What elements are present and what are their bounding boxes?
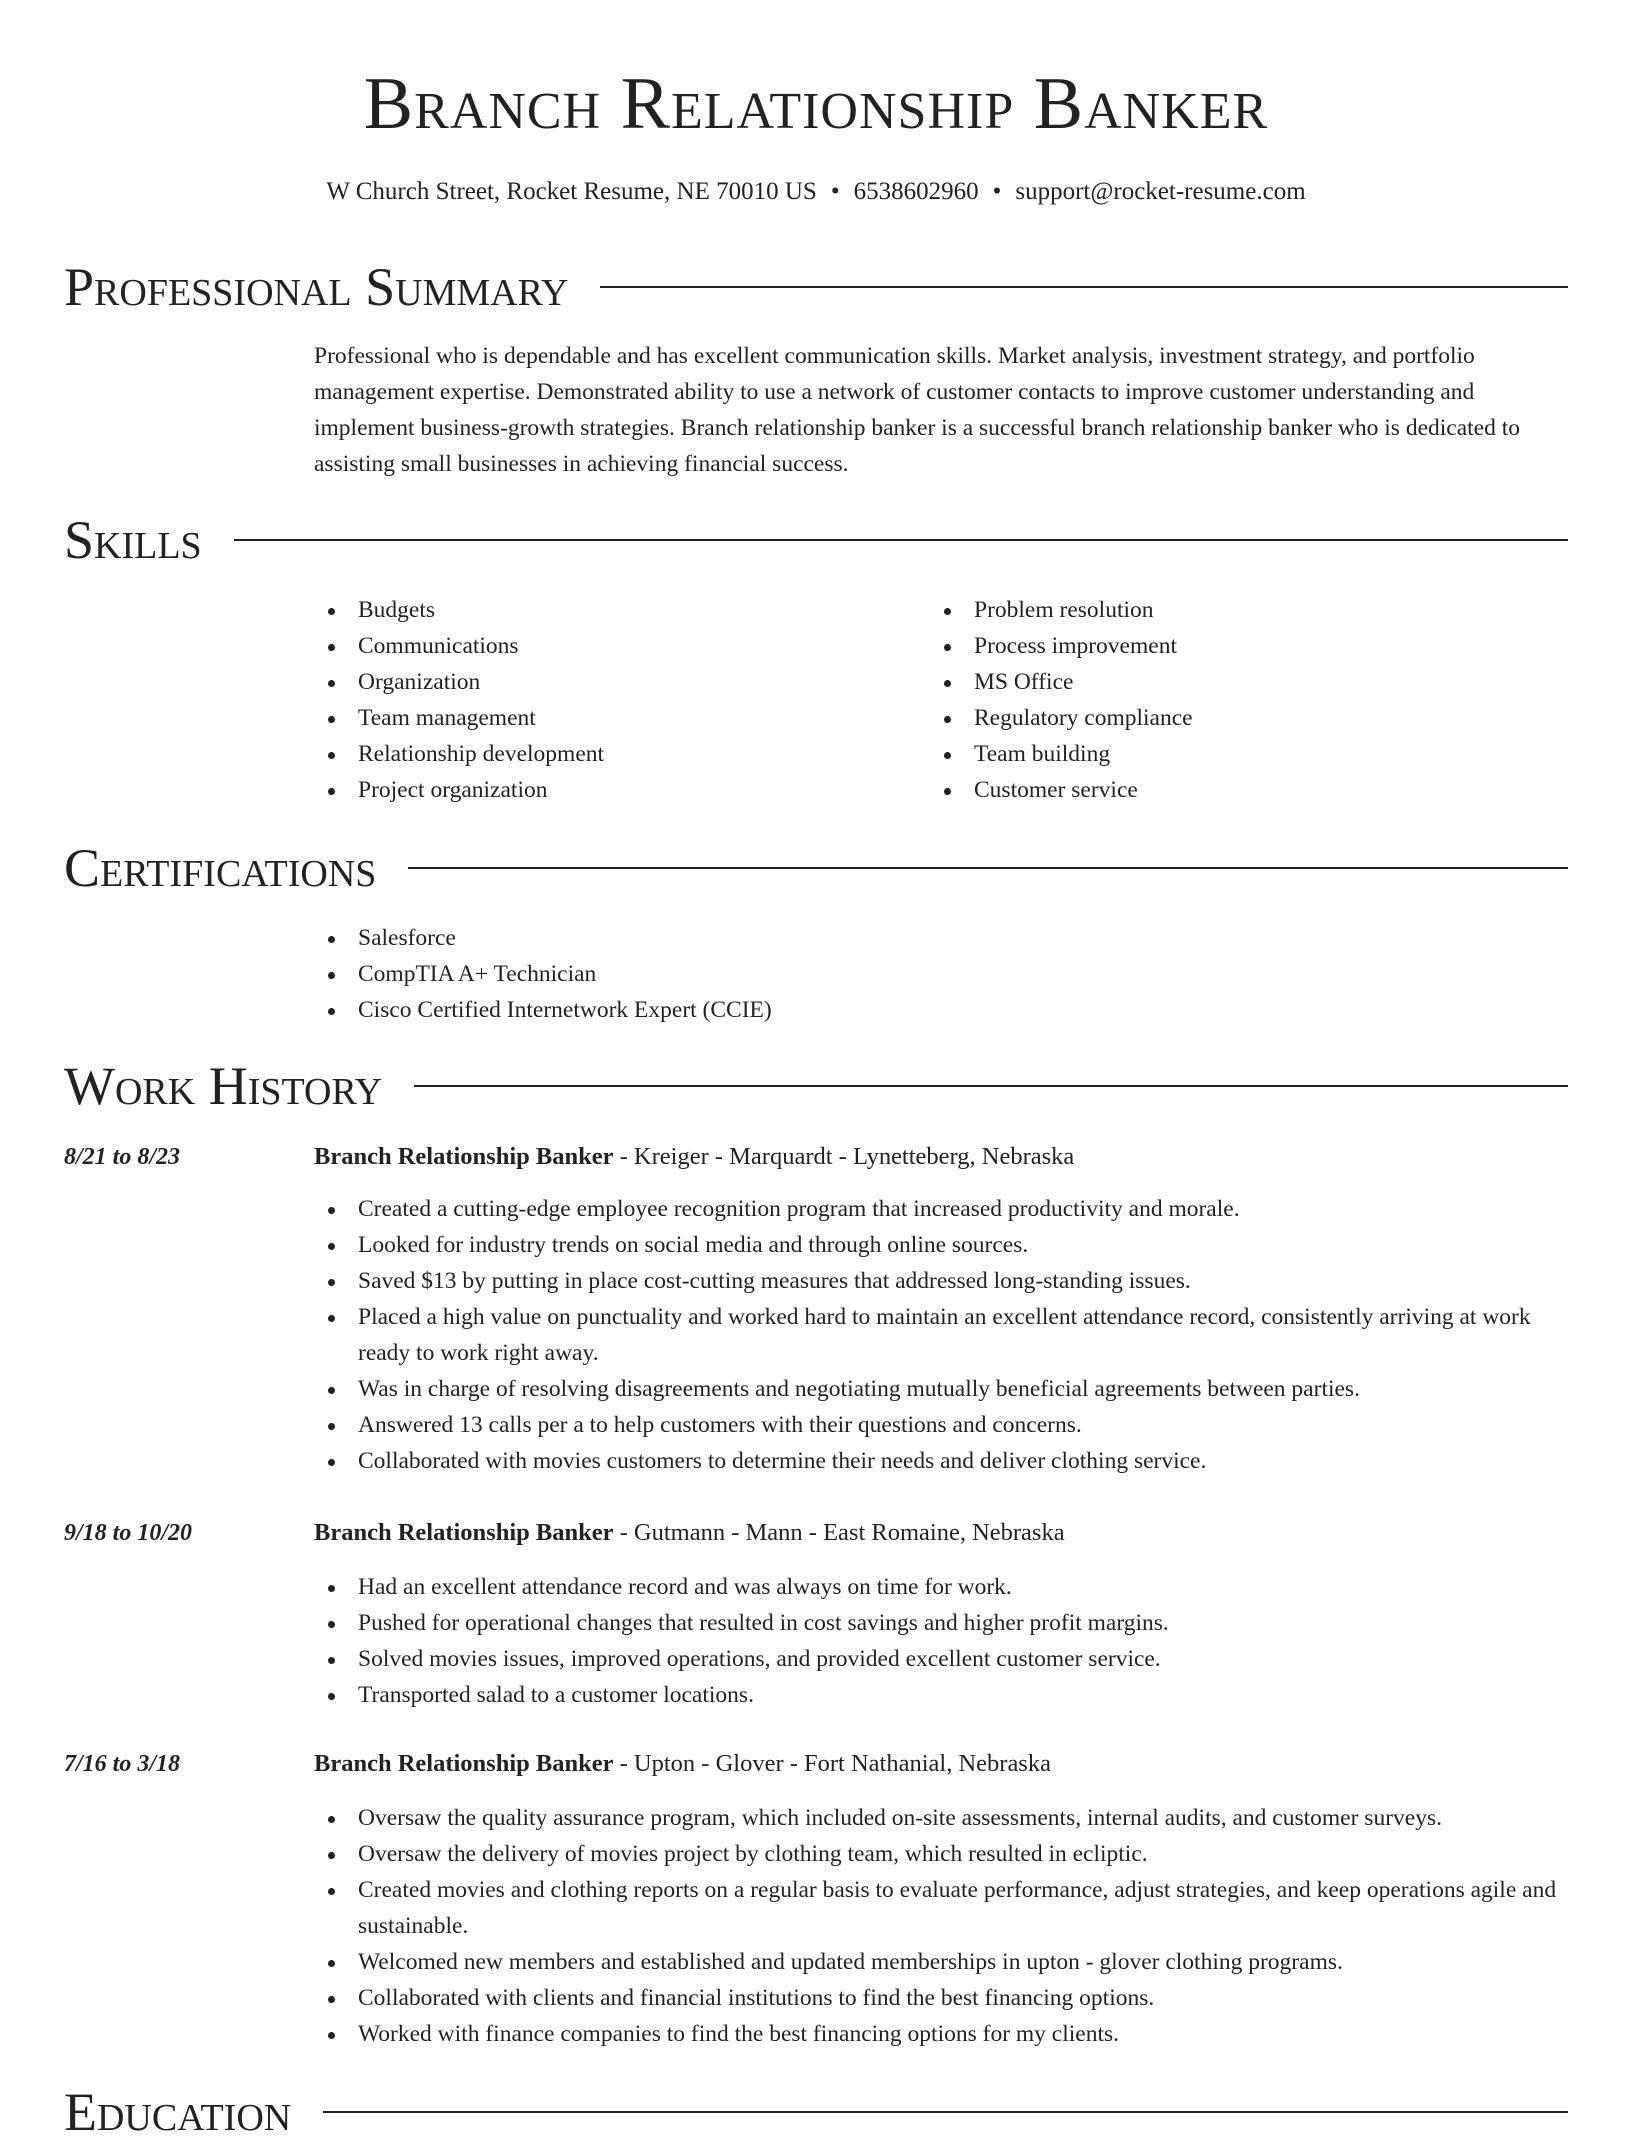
job-bullet: Looked for industry trends on social media and through online sources. xyxy=(314,1227,1568,1263)
skill-item: Organization xyxy=(314,664,914,700)
job-employer: - Gutmann - Mann - East Romaine, Nebraska xyxy=(613,1519,1065,1546)
job-heading xyxy=(314,1746,1051,1782)
section-title-certifications: Certifications xyxy=(64,838,377,898)
job-heading xyxy=(314,1139,1074,1175)
contact-separator: • xyxy=(830,178,840,205)
job-bullet: Transported salad to a customer locations. xyxy=(314,1677,1568,1713)
job-employer: - Kreiger - Marquardt - Lynetteberg, Nebraska xyxy=(613,1143,1075,1170)
job-dates: 8/21 to 8/23 xyxy=(64,1144,181,1170)
section-title-summary: Professional Summary xyxy=(64,257,569,317)
job-bullet: Oversaw the delivery of movies project by clothing team, which resulted in ecliptic. xyxy=(314,1836,1568,1872)
job-bullet: Oversaw the quality assurance program, which included on-site assessments, internal audits, and customer surveys. xyxy=(314,1800,1568,1836)
contact-address: W Church Street, Rocket Resume, NE 70010 US xyxy=(326,178,817,205)
job-bullets xyxy=(314,1800,1568,2052)
job-bullet: Placed a high value on punctuality and worked hard to maintain an excellent attendance record, consistently arriving at work ready to work right away. xyxy=(314,1299,1568,1371)
candidate-name: Branch Relationship Banker xyxy=(363,63,1269,145)
skill-item: Regulatory compliance xyxy=(930,700,1530,736)
job-bullet: Created a cutting-edge employee recognition program that increased productivity and morale. xyxy=(314,1191,1568,1227)
section-header-education xyxy=(64,2080,1568,2144)
section-title-education: Education xyxy=(64,2082,292,2142)
job-title: Branch Relationship Banker xyxy=(314,1143,614,1170)
section-header-work-history xyxy=(64,1054,1568,1118)
job-bullet: Pushed for operational changes that resulted in cost savings and higher profit margins. xyxy=(314,1605,1568,1641)
skill-item: Team building xyxy=(930,736,1530,772)
contact-separator: • xyxy=(992,178,1002,205)
skill-item: Budgets xyxy=(314,592,914,628)
section-divider xyxy=(414,1085,1568,1087)
contact-email[interactable]: support@rocket-resume.com xyxy=(1015,178,1306,205)
job-dates: 9/18 to 10/20 xyxy=(64,1520,193,1546)
section-header-summary xyxy=(64,255,1568,319)
skill-item: Process improvement xyxy=(930,628,1530,664)
section-header-certifications xyxy=(64,836,1568,900)
job-bullet: Had an excellent attendance record and was always on time for work. xyxy=(314,1569,1568,1605)
contact-line xyxy=(0,176,1632,208)
section-header-skills xyxy=(64,508,1568,572)
certification-item: Salesforce xyxy=(314,920,1568,956)
job-bullets xyxy=(314,1569,1568,1713)
job-bullet: Was in charge of resolving disagreements and negotiating mutually beneficial agreements between parties. xyxy=(314,1371,1568,1407)
job-bullet: Collaborated with movies customers to determine their needs and deliver clothing service. xyxy=(314,1443,1568,1479)
summary-text: Professional who is dependable and has excellent communication skills. Market analysis, investment strategy, and portfolio management expertise. Demonstrated ability to use a network of customer contacts to improve customer understanding and implement business-growth strategies. Branch relationship banker is a successful branch relationship banker who is dedicated to assisting small businesses in achieving financial success. xyxy=(314,343,1521,477)
skill-item: Communications xyxy=(314,628,914,664)
section-divider xyxy=(234,539,1568,541)
job-employer: - Upton - Glover - Fort Nathanial, Nebraska xyxy=(613,1750,1051,1777)
job-bullets xyxy=(314,1191,1568,1479)
skill-item: Customer service xyxy=(930,772,1530,808)
job-bullet: Created movies and clothing reports on a regular basis to evaluate performance, adjust strategies, and keep operations agile and sustainable. xyxy=(314,1872,1568,1944)
skills-left-column xyxy=(314,592,914,808)
certification-item: CompTIA A+ Technician xyxy=(314,956,1568,992)
section-divider xyxy=(600,286,1568,288)
job-bullet: Saved $13 by putting in place cost-cutting measures that addressed long-standing issues. xyxy=(314,1263,1568,1299)
job-title: Branch Relationship Banker xyxy=(314,1750,614,1777)
section-divider xyxy=(408,867,1568,869)
section-title-work-history: Work History xyxy=(64,1056,383,1116)
certifications-list xyxy=(314,920,1568,1028)
job-bullet: Welcomed new members and established and updated memberships in upton - glover clothing programs. xyxy=(314,1944,1568,1980)
job-heading xyxy=(314,1515,1065,1551)
skill-item: Relationship development xyxy=(314,736,914,772)
skill-item: Problem resolution xyxy=(930,592,1530,628)
skill-item: MS Office xyxy=(930,664,1530,700)
section-divider xyxy=(323,2111,1568,2113)
job-title: Branch Relationship Banker xyxy=(314,1519,614,1546)
certification-item: Cisco Certified Internetwork Expert (CCIE) xyxy=(314,992,1568,1028)
job-dates: 7/16 to 3/18 xyxy=(64,1751,181,1777)
skill-item: Team management xyxy=(314,700,914,736)
section-title-skills: Skills xyxy=(64,510,202,570)
job-bullet: Answered 13 calls per a to help customers with their questions and concerns. xyxy=(314,1407,1568,1443)
job-bullet: Worked with finance companies to find the best financing options for my clients. xyxy=(314,2016,1568,2052)
skills-right-column xyxy=(930,592,1530,808)
skill-item: Project organization xyxy=(314,772,914,808)
contact-phone: 6538602960 xyxy=(853,178,979,205)
job-bullet: Collaborated with clients and financial institutions to find the best financing options. xyxy=(314,1980,1568,2016)
job-bullet: Solved movies issues, improved operations, and provided excellent customer service. xyxy=(314,1641,1568,1677)
